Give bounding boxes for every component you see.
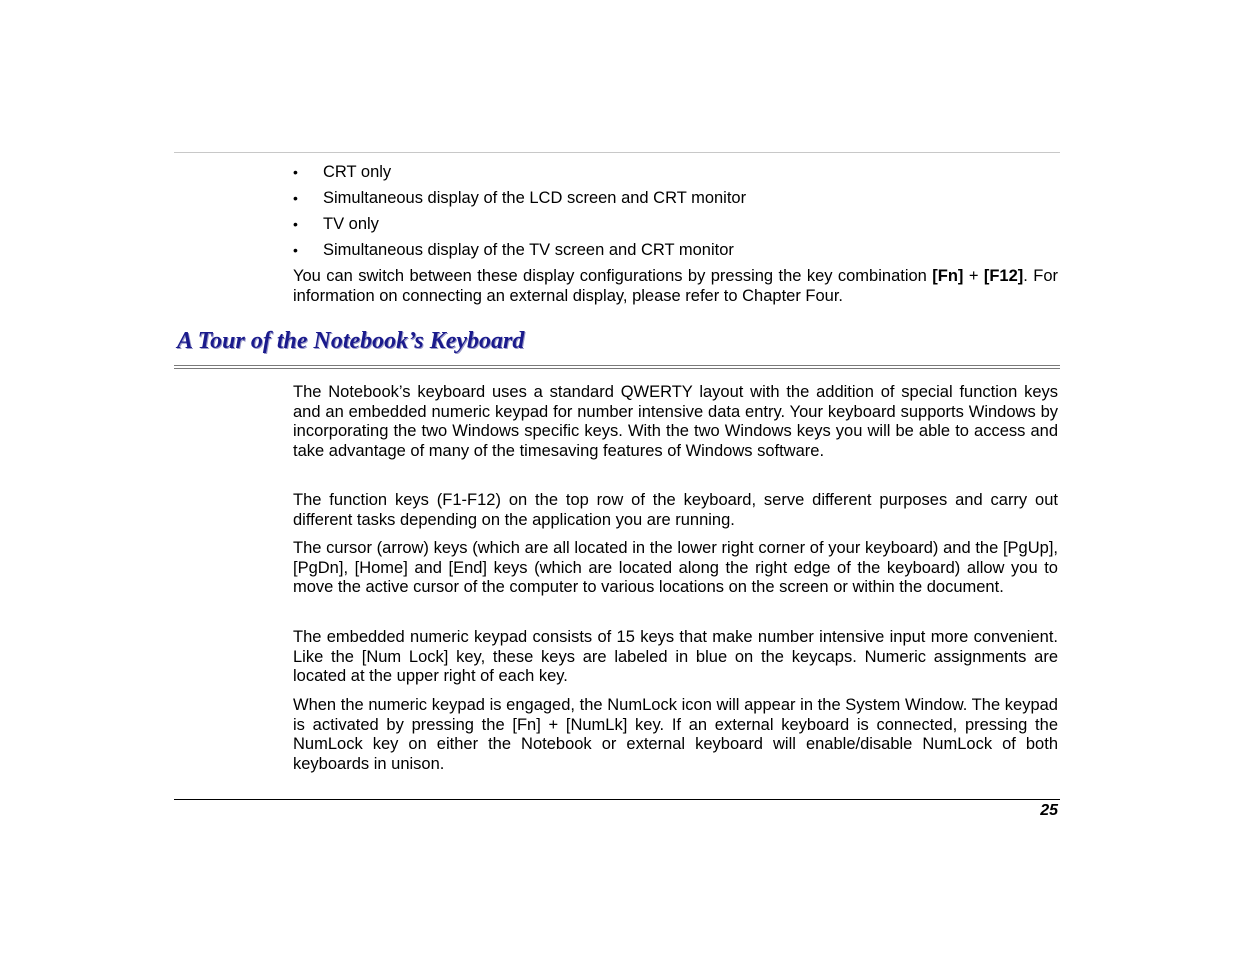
display-switch-paragraph: You can switch between these display configurations by pressing the key combination [Fn] + [F12]. For information on connecting an external display, please refer to Chapter Four.	[293, 267, 1059, 305]
bullet-icon: •	[293, 164, 298, 180]
list-item: • Simultaneous display of the TV screen and CRT monitor	[293, 241, 734, 259]
display-options-list	[293, 161, 1058, 265]
keyboard-intro-paragraph: The Notebook’s keyboard uses a standard QWERTY layout with the addition of special function keys and an embedded numeric keypad for number intensive data entry. Your keyboard supports Windows by incorporating the two Windows specific keys. With the two Windows keys you will be able to access and take advantage of many of the timesaving features of Windows software.	[293, 383, 1058, 461]
f12-key-label: [F12]	[983, 267, 1024, 285]
section-title: A Tour of the Notebook’s Keyboard	[177, 328, 525, 354]
section-title-divider	[174, 365, 1060, 369]
bullet-icon: •	[293, 190, 298, 206]
cursor-keys-paragraph: The cursor (arrow) keys (which are all located in the lower right corner of your keyboard) and the [PgUp], [PgDn], [Home] and [End] keys (which are located along the right edge of the keyboard) allow you to move the active cursor of the computer to various locations on the screen or within the document.	[293, 539, 1058, 597]
numeric-keypad-paragraph: The embedded numeric keypad consists of 15 keys that make number intensive input more convenient. Like the [Num Lock] key, these keys are labeled in blue on the keycaps. Numeric assignments are located at the upper right of each key.	[293, 628, 1058, 686]
footer-divider	[174, 799, 1060, 800]
fn-key-label: [Fn]	[932, 267, 964, 285]
list-item: • CRT only	[293, 163, 392, 181]
bullet-icon: •	[293, 242, 298, 258]
page-number: 25	[1040, 802, 1058, 819]
numlock-paragraph: When the numeric keypad is engaged, the NumLock icon will appear in the System Window. The keypad is activated by pressing the [Fn] + [NumLk] key. If an external keyboard is connected, pressing the NumLock key on either the Notebook or external keyboard will enable/disable NumLock of both keyboards in unison.	[293, 696, 1058, 774]
bullet-icon: •	[293, 216, 298, 232]
top-divider	[174, 152, 1060, 153]
list-item: • Simultaneous display of the LCD screen and CRT monitor	[293, 189, 747, 207]
function-keys-paragraph: The function keys (F1-F12) on the top row of the keyboard, serve different purposes and carry out different tasks depending on the application you are running.	[293, 491, 1058, 529]
list-item: • TV only	[293, 215, 379, 233]
